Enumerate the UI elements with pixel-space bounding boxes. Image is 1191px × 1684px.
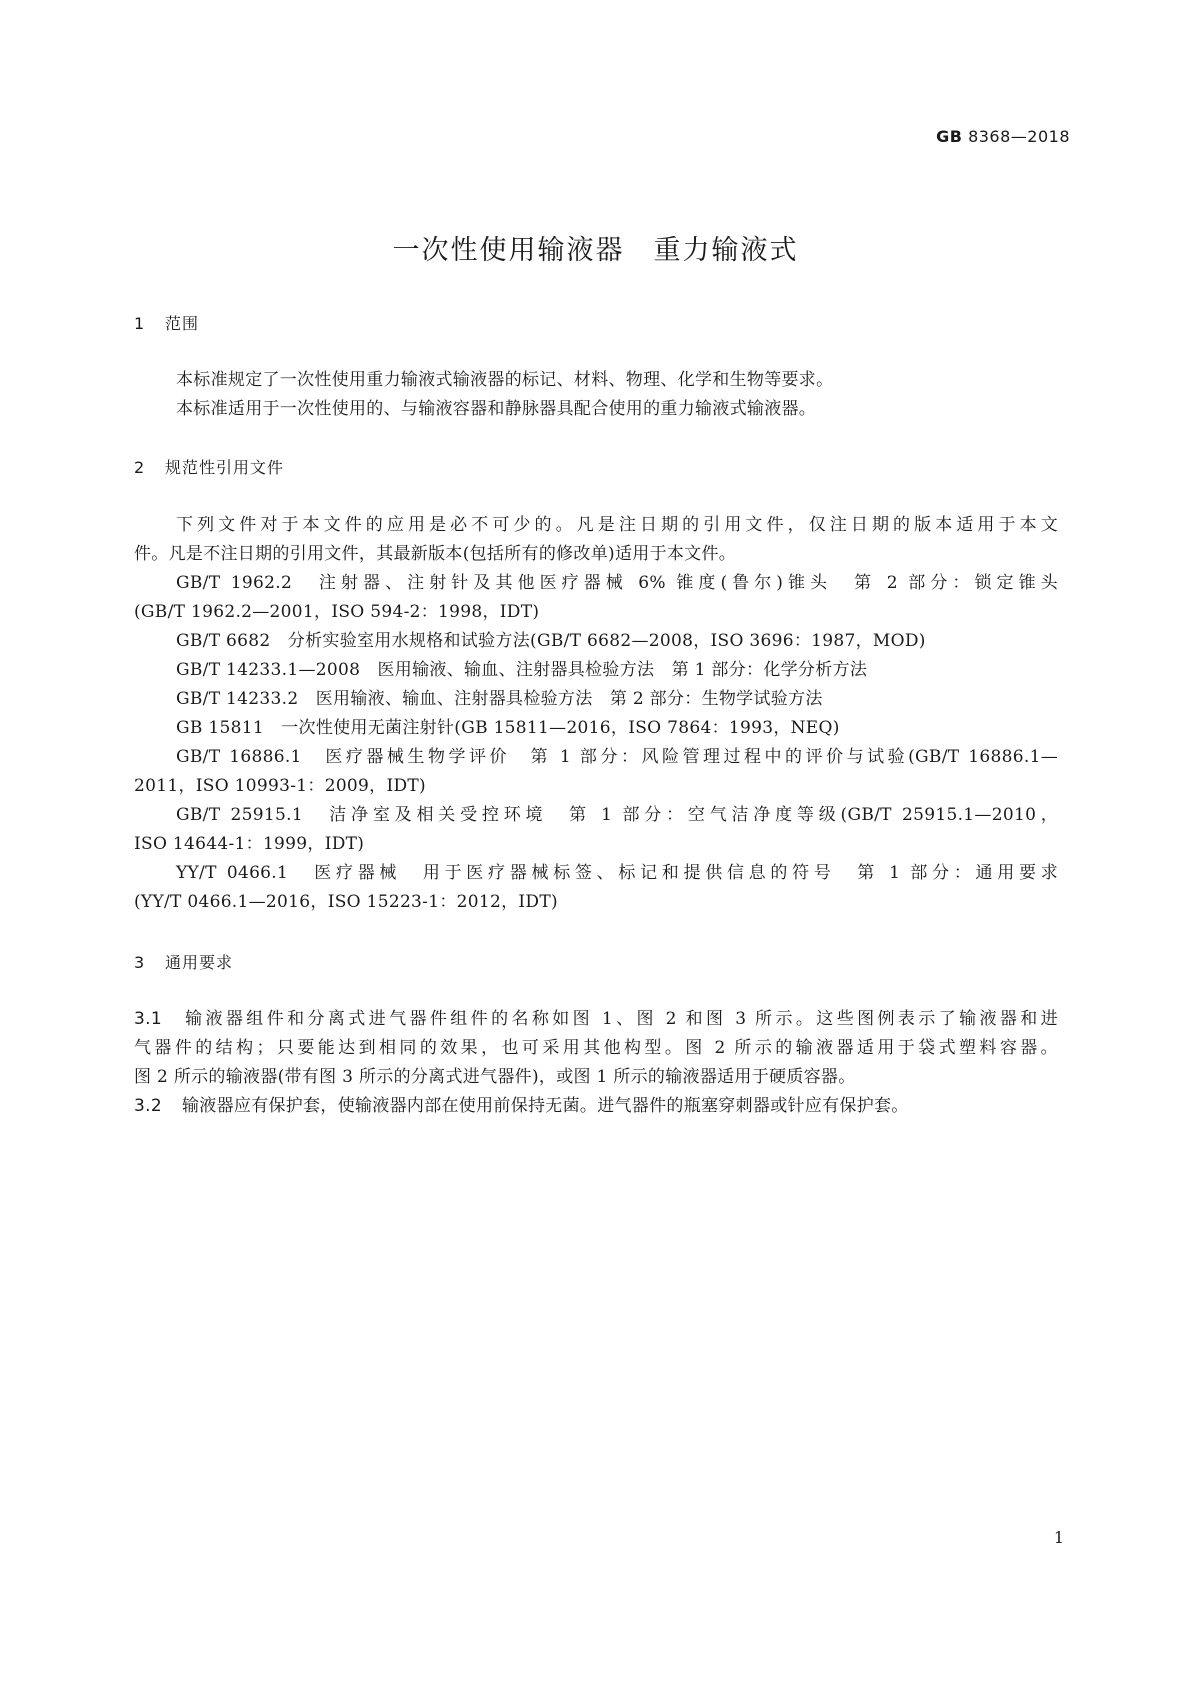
references-intro-line-2: 件。凡是不注日期的引用文件，其最新版本(包括所有的修改单)适用于本文件。	[134, 544, 737, 564]
references-intro-line-1: 下列文件对于本文件的应用是必不可少的。凡是注日期的引用文件，仅注日期的版本适用于本文	[176, 515, 1058, 535]
clause-3-1-line-2: 气器件的结构；只要能达到相同的效果，也可采用其他构型。图 2 所示的输液器适用于袋式塑料容器。	[134, 1038, 1058, 1058]
section-1-title: 范围	[165, 314, 200, 333]
standard-code-prefix: GB	[936, 127, 963, 146]
section-3-number: 3	[134, 953, 146, 972]
page-number: 1	[1053, 1528, 1064, 1547]
reference-gbt-25915-1-line-1: GB/T 25915.1 洁净室及相关受控环境 第 1 部分：空气洁净度等级(GB/T 25915.1—2010，	[176, 805, 1058, 825]
clause-3-1-text-1: 输液器组件和分离式进气器件组件的名称如图 1、图 2 和图 3 所示。这些图例表示了输液器和进	[182, 1009, 1058, 1029]
clause-3-1-line-1	[134, 1004, 1058, 1035]
section-2-title: 规范性引用文件	[165, 458, 285, 477]
section-1-number: 1	[134, 314, 146, 333]
reference-yyt-0466-1-line-1: YY/T 0466.1 医疗器械 用于医疗器械标签、标记和提供信息的符号 第 1 部分：通用要求	[176, 863, 1058, 883]
section-1-heading	[134, 311, 199, 334]
clause-3-2	[134, 1091, 1058, 1122]
reference-gbt-25915-1-line-2: ISO 14644-1：1999，IDT)	[134, 834, 365, 854]
scope-paragraph-2: 本标准适用于一次性使用的、与输液容器和静脉器具配合使用的重力输液式输液器。	[176, 399, 817, 419]
standard-code-number: 8368—2018	[968, 127, 1070, 146]
reference-yyt-0466-1-line-2: (YY/T 0466.1—2016，ISO 15223-1：2012，IDT)	[134, 892, 558, 912]
section-2-number: 2	[134, 458, 146, 477]
reference-gbt-14233-1: GB/T 14233.1—2008 医用输液、输血、注射器具检验方法 第 1 部分：化学分析方法	[176, 660, 868, 680]
reference-gbt-1962-2-line-2: (GB/T 1962.2—2001，ISO 594-2：1998，IDT)	[134, 602, 540, 622]
clause-3-2-number: 3.2	[134, 1096, 162, 1116]
section-3-heading	[134, 950, 233, 973]
reference-gbt-14233-2: GB/T 14233.2 医用输液、输血、注射器具检验方法 第 2 部分：生物学试验方法	[176, 689, 823, 709]
reference-gbt-6682: GB/T 6682 分析实验室用水规格和试验方法(GB/T 6682—2008，ISO 3696：1987，MOD)	[176, 631, 926, 651]
section-2-heading	[134, 455, 284, 478]
document-title: 一次性使用输液器 重力输液式	[392, 235, 799, 266]
standard-code	[936, 127, 1070, 146]
clause-3-1-number: 3.1	[134, 1009, 162, 1029]
reference-gbt-1962-2-line-1: GB/T 1962.2 注射器、注射针及其他医疗器械 6% 锥度(鲁尔)锥头 第 2 部分：锁定锥头	[176, 573, 1058, 593]
section-3-title: 通用要求	[165, 953, 234, 972]
scope-paragraph-1: 本标准规定了一次性使用重力输液式输液器的标记、材料、物理、化学和生物等要求。	[176, 370, 834, 390]
reference-gbt-16886-1-line-1: GB/T 16886.1 医疗器械生物学评价 第 1 部分：风险管理过程中的评价与试验(GB/T 16886.1—	[176, 747, 1058, 767]
clause-3-1-line-3: 图 2 所示的输液器(带有图 3 所示的分离式进气器件)，或图 1 所示的输液器适用于硬质容器。	[134, 1067, 856, 1087]
clause-3-2-text: 输液器应有保护套，使输液器内部在使用前保持无菌。进气器件的瓶塞穿刺器或针应有保护套。	[182, 1096, 909, 1116]
reference-gb-15811: GB 15811 一次性使用无菌注射针(GB 15811—2016，ISO 7864：1993，NEQ)	[176, 718, 840, 738]
reference-gbt-16886-1-line-2: 2011，ISO 10993-1：2009，IDT)	[134, 776, 426, 796]
